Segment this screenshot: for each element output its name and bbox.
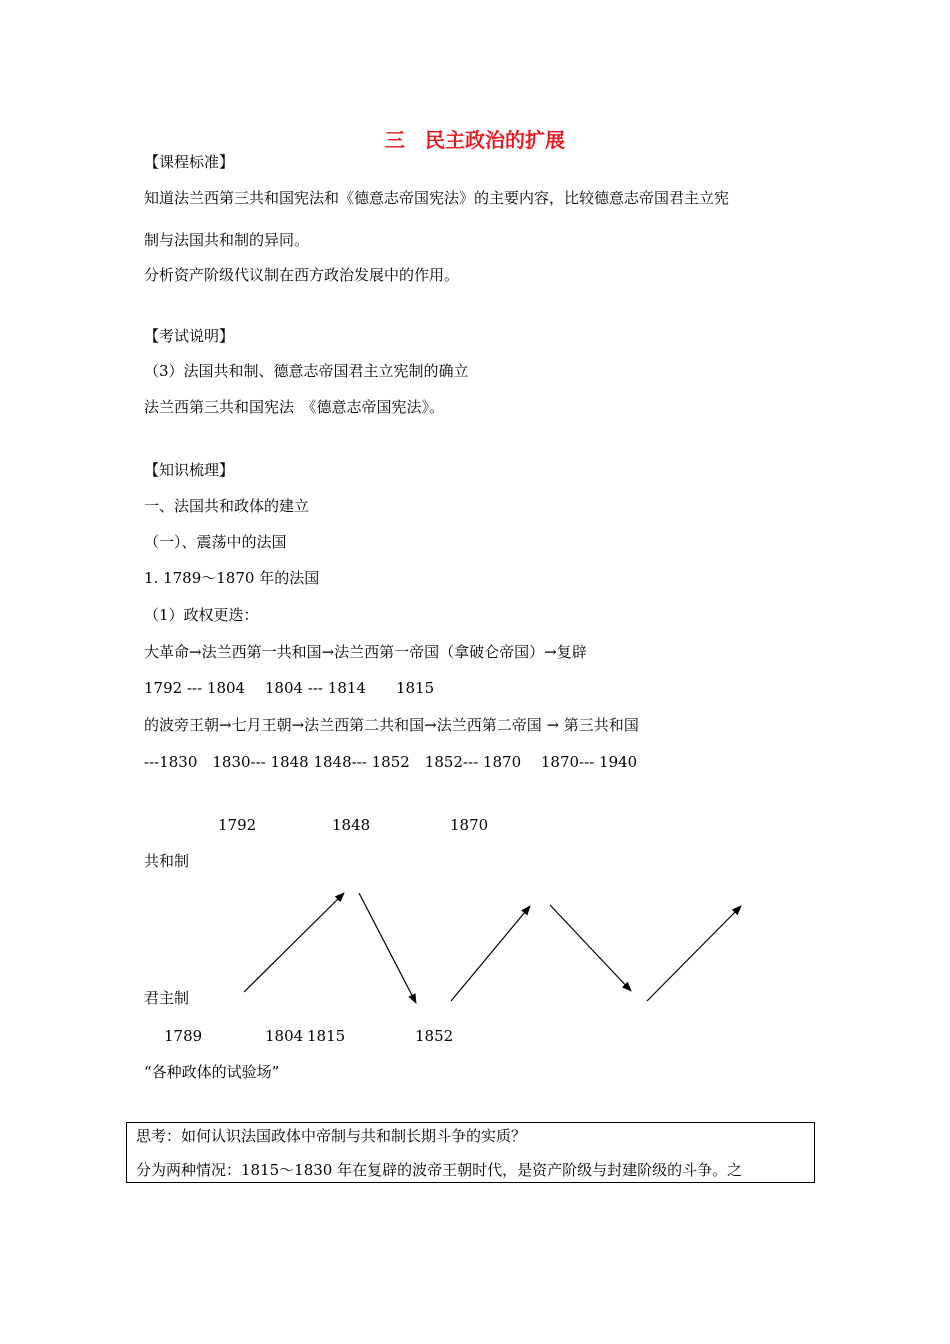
exam-paragraph-1: （3）法国共和制、德意志帝国君主立宪制的确立 [144, 362, 469, 380]
think-box-answer: 分为两种情况：1815～1830 年在复辟的波帝王朝时代，是资产阶级与封建阶级的斗争。之 [136, 1161, 743, 1179]
diagram-bottom-year-1789: 1789 [164, 1027, 203, 1045]
arrow-up-3 [647, 906, 741, 1001]
diagram-bottom-year-1815: 1815 [307, 1027, 346, 1045]
standard-paragraph-line-1: 知道法兰西第三共和国宪法和《德意志帝国宪法》的主要内容，比较德意志帝国君主立宪 [144, 189, 730, 207]
diagram-bottom-year-1804: 1804 [265, 1027, 304, 1045]
knowledge-item-1-1: （1）政权更迭： [144, 606, 259, 624]
exam-heading: 【考试说明】 [144, 327, 235, 345]
regime-years-line-1: 1792 --- 1804 1804 --- 1814 1815 [144, 679, 435, 697]
knowledge-section-1: 一、法国共和政体的建立 [144, 497, 310, 515]
arrow-up-1 [244, 893, 344, 992]
arrow-up-2 [451, 906, 530, 1001]
knowledge-heading: 【知识梳理】 [144, 461, 235, 479]
standard-heading: 【课程标准】 [144, 153, 235, 171]
diagram-top-year-1792: 1792 [218, 816, 257, 834]
regime-years-line-2: ---1830 1830--- 1848 1848--- 1852 1852--- 1870 1870--- 1940 [144, 753, 638, 771]
arrow-down-1 [359, 893, 416, 1003]
knowledge-subsection-1: （一）、震荡中的法国 [144, 533, 287, 551]
page-title: 三 民主政治的扩展 [385, 128, 565, 152]
diagram-top-year-1848: 1848 [332, 816, 371, 834]
standard-paragraph-line-2: 制与法国共和制的异同。 [144, 231, 310, 249]
republic-label: 共和制 [144, 852, 190, 870]
regime-sequence-line-2: 的波旁王朝→七月王朝→法兰西第二共和国→法兰西第二帝国 → 第三共和国 [144, 716, 639, 734]
standard-paragraph-2: 分析资产阶级代议制在西方政治发展中的作用。 [144, 266, 460, 284]
exam-paragraph-2: 法兰西第三共和国宪法 《德意志帝国宪法》。 [144, 398, 445, 416]
diagram-top-year-1870: 1870 [450, 816, 489, 834]
diagram-caption: “各种政体的试验场” [144, 1063, 280, 1081]
regime-sequence-line-1: 大革命→法兰西第一共和国→法兰西第一帝国（拿破仑帝国）→复辟 [144, 643, 587, 661]
think-box-question: 思考：如何认识法国政体中帝制与共和制长期斗争的实质？ [136, 1127, 527, 1145]
knowledge-item-1: 1. 1789～1870 年的法国 [144, 569, 320, 587]
monarchy-label: 君主制 [144, 989, 190, 1007]
diagram-bottom-year-1852: 1852 [415, 1027, 454, 1045]
arrow-down-2 [550, 905, 631, 991]
